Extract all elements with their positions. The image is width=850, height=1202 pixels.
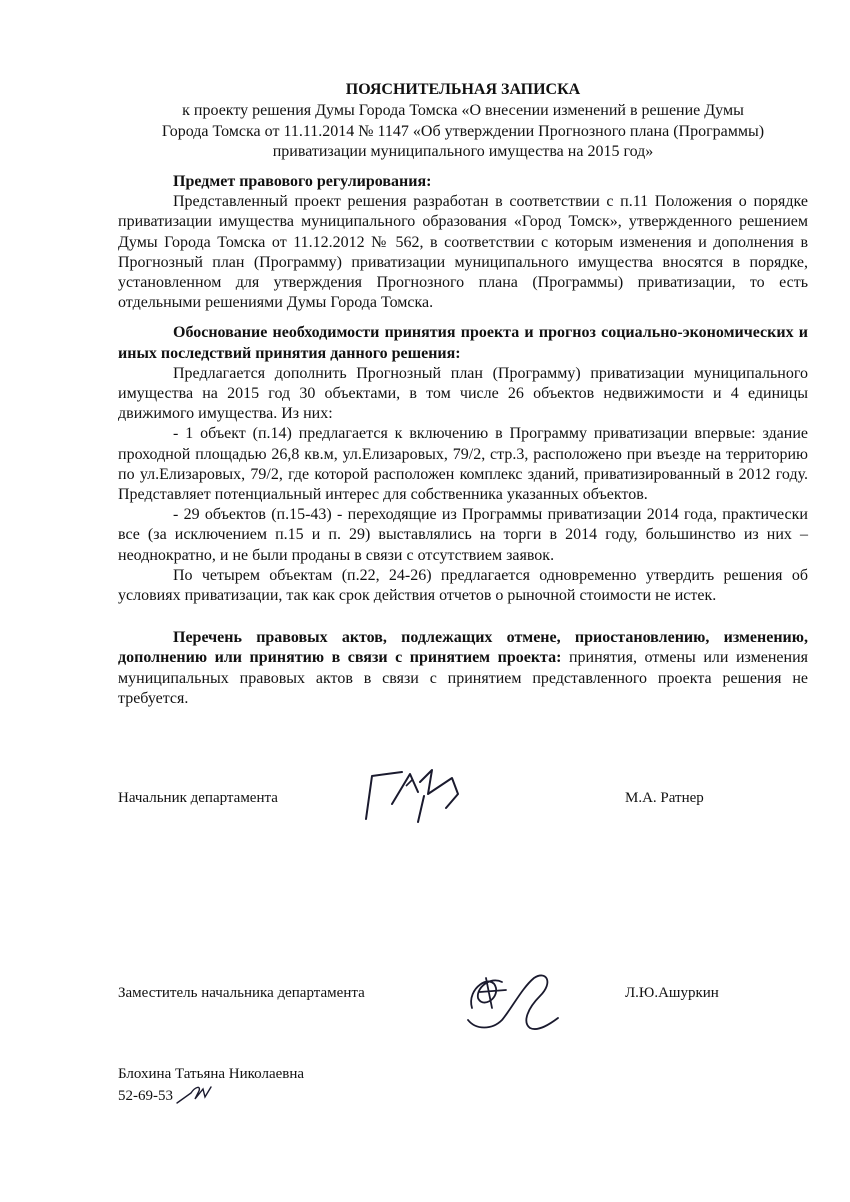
head-signature-icon — [362, 764, 474, 826]
rationale-paragraph: - 1 объект (п.14) предлагается к включению в Программу приватизации впервые: здание проходной площадью 26,8 кв.м, ул.Елизаровых, 79/2, стр.3, расположено при въезде на территорию по ул.Елизаровых, 79/2, где которой расположен комплекс зданий, приватизированный в 2012 году. Представляет потенциальный интерес для собственника указанных объектов. — [118, 425, 808, 504]
subject-paragraph: Представленный проект решения разработан в соответствии с п.11 Положения о порядке приватизации имущества муниципального образования «Город Томск», утвержденного решением Думы Города Томска от 11.12.2012 № 562, в соответствии с которым изменения и дополнения в Прогнозный план (Программу) приватизации муниципального имущества вносятся в порядке, установленном для утверждения Прогнозного плана (Программы) приватизации, то есть отдельными решениями Думы Города Томска. — [118, 193, 808, 312]
document-title: ПОЯСНИТЕЛЬНАЯ ЗАПИСКА — [345, 81, 581, 98]
contact-phone-row — [118, 1083, 304, 1105]
subject-heading: Предмет правового регулирования: — [173, 173, 432, 190]
head-title: Начальник департамента — [118, 790, 278, 806]
subtitle-line: приватизации муниципального имущества на 2015 год» — [272, 143, 654, 160]
acts-heading: Перечень правовых актов, подлежащих отмене, приостановлению, изменению, дополнению или принятию в связи с принятием проекта: — [118, 629, 808, 667]
subtitle-line: Города Томска от 11.11.2014 № 1147 «Об утверждении Прогнозного плана (Программы) — [161, 122, 765, 140]
acts-text: принятия, отмены или изменения муниципальных правовых актов в связи с принятием представленного проекта решения не требуется. — [118, 649, 809, 707]
rationale-paragraph: - 29 объектов (п.15-43) - переходящие из Программы приватизации 2014 года, практически все (за исключением п.15 и п. 29) выставлялись на торги в 2014 году, большинство из них – неоднократно, и не были проданы в связи с отсутствием заявок. — [118, 506, 808, 564]
deputy-name: Л.Ю.Ашуркин — [625, 985, 719, 1001]
rationale-paragraph: Предлагается дополнить Прогнозный план (Программу) приватизации муниципального имущества на 2015 год 30 объектами, в том числе 26 объектов недвижимости и 4 единицы движимого имущества. Из них: — [118, 364, 808, 423]
head-name: М.А. Ратнер — [625, 790, 704, 806]
subtitle-line: к проекту решения Думы Города Томска «О внесении изменений в решение Думы — [182, 102, 744, 119]
contact-name: Блохина Татьяна Николаевна — [118, 1066, 305, 1082]
deputy-signature-icon — [462, 968, 572, 1036]
document-subtitle — [118, 101, 808, 163]
acts-paragraph — [118, 628, 808, 709]
document-body — [118, 172, 808, 709]
deputy-title: Заместитель начальника департамента — [118, 985, 365, 1001]
contact-phone: 52-69-53 — [118, 1088, 173, 1104]
initials-signature-icon — [175, 1083, 213, 1105]
contact-block — [118, 1065, 304, 1105]
rationale-heading: Обоснование необходимости принятия проекта и прогноз социально-экономических и иных последствий принятия данного решения: — [118, 324, 808, 362]
rationale-paragraph: По четырем объектам (п.22, 24-26) предлагается одновременно утвердить решения об условиях приватизации, так как срок действия отчетов о рыночной стоимости не истек. — [118, 566, 808, 605]
